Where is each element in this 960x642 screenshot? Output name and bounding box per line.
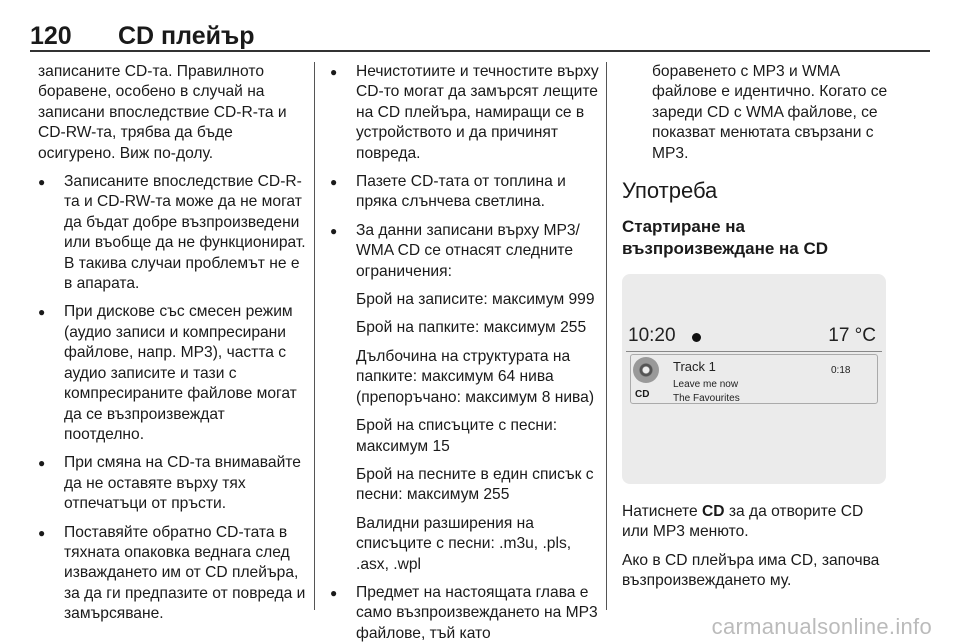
limit-item: Брой на песните в един списък с песни: максимум 255 (356, 465, 594, 504)
limit-item: Брой на папките: максимум 255 (356, 319, 587, 337)
playback-paragraph: Ако в CD плейъра има CD, започва възпроизвеждането му. (622, 551, 880, 590)
instruction-text: Натиснете (622, 503, 702, 521)
limit-item: Дълбочина на структурата на папките: максимум 64 нива (препоръчано: максимум 8 нива) (356, 347, 595, 406)
elapsed-time: 0:18 (831, 365, 851, 377)
bullet-item: ● Записаните впоследствие CD-R-та и CD-RW-та може да не могат да бъдат добре възпроизведени или въобще да не функционират. В такива случаи проблемът не е в апарата. (38, 172, 308, 294)
instruction-paragraph (622, 502, 892, 543)
now-playing-panel (630, 354, 878, 404)
column-divider-2 (606, 62, 607, 610)
bullet-item: ● Нечистотиите и течностите върху CD-то могат да замърсят лещите на CD плейъра, намиращи се в устройството и да причинят повреда. (330, 62, 600, 164)
display-status-bar (628, 326, 880, 354)
subsection-heading: Стартиране на възпроизвеждане на CD (622, 217, 829, 259)
bullet-item: ● При смяна на CD-та внимавайте да не оставяте върху тях отпечатъци от пръсти. (38, 453, 308, 514)
record-dot-icon (692, 333, 701, 342)
column-divider-1 (314, 62, 315, 610)
continued-paragraph: боравенето с MP3 и WMA файлове е идентично. Когато се зареди CD с WMA файлове, се показват менютата свързани с MP3. (652, 63, 888, 162)
page-number: 120 (30, 22, 72, 50)
column-3 (622, 62, 892, 600)
intro-paragraph: записаните CD-та. Правилното боравене, особено в случай на записани впоследствие CD-R-та и CD-RW-та, трябва да бъде осигурено. Виж по-долу. (38, 63, 287, 162)
header-rule (30, 50, 930, 52)
page-title: CD плейър (118, 22, 255, 50)
limit-item: Брой на списъците с песни: максимум 15 (356, 417, 558, 455)
bullet-item: ● При дискове със смесен режим (аудио записи и компресирани файлове, напр. MP3), частта с аудио записите и тази с компресираните файлове могат да се възпроизвеждат поотделно. (38, 302, 308, 445)
bullet-item: ● Поставяйте обратно CD-тата в тяхната опаковка веднага след изваждането им от CD плейъра, за да ги предпазите от повреда и замърсяване. (38, 523, 308, 625)
radio-display-illustration (622, 274, 886, 484)
column-2 (330, 62, 600, 642)
track-title: Track 1 (673, 359, 716, 375)
bullet-item: ● Пазете CD-тата от топлина и пряка слънчева светлина. (330, 172, 600, 213)
limit-item: Брой на записите: максимум 999 (356, 291, 595, 309)
bullet-item: ● За данни записани върху MP3/ WMA CD се отнасят следните ограничения: (330, 221, 600, 282)
watermark-footer: carmanualsonline.info (711, 614, 932, 639)
display-temperature: 17 °C (828, 325, 876, 347)
cd-key-label: CD (701, 503, 725, 521)
track-album: The Favourites (673, 393, 740, 405)
display-divider (626, 351, 882, 352)
disc-icon (633, 357, 659, 383)
display-time: 10:20 (628, 325, 676, 347)
instruction-text: за да отворите CD или MP3 менюто. (622, 503, 864, 541)
disc-label: CD (635, 389, 650, 401)
column-1 (38, 62, 308, 633)
track-artist: Leave me now (673, 379, 739, 391)
limit-item: Валидни разширения на списъците с песни: .m3u, .pls, .asx, .wpl (356, 514, 572, 573)
section-heading: Употреба (622, 178, 718, 204)
bullet-item: ● Предмет на настоящата глава е само възпроизвеждането на MP3 файлове, тъй като (330, 583, 600, 642)
